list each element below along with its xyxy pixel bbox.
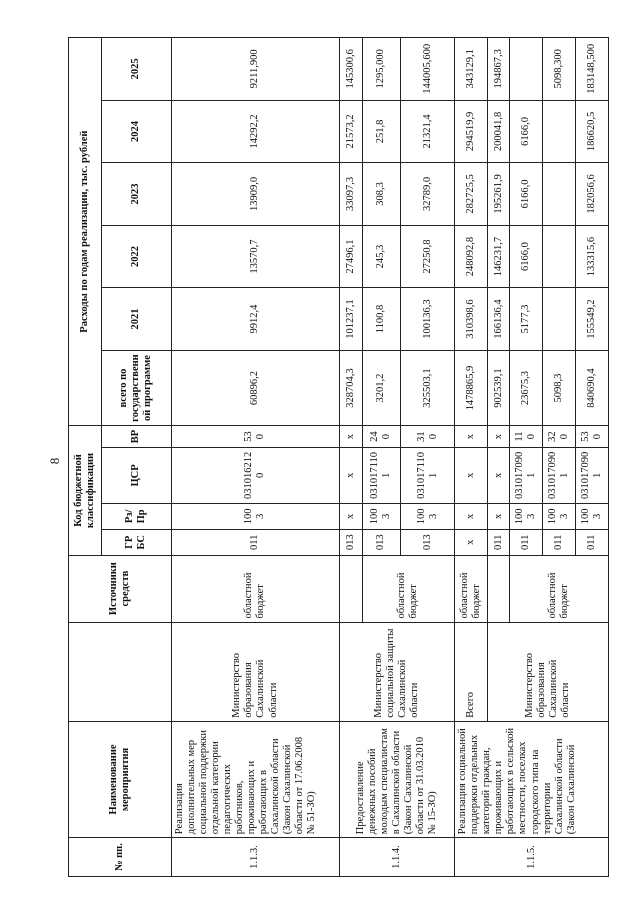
page-number: 8: [47, 457, 62, 465]
cell-2023: 13909,0: [171, 163, 340, 226]
cell-rzpr: 1003: [171, 503, 340, 529]
cell-2024: 294519,9: [455, 100, 488, 163]
cell-rzpr: 1003: [510, 503, 543, 529]
header-num: № пп.: [69, 838, 172, 877]
header-grbs: ГРБС: [101, 529, 171, 555]
cell-vr: 110: [510, 426, 543, 448]
cell-2022: 245,3: [362, 225, 400, 288]
row-source: областной бюджет: [510, 555, 609, 622]
header-executor: [69, 622, 172, 721]
row-name: Реализация социальной поддержки отдельных категорий граждан, проживающих и работающих в сельской местности, поселках городского типа на территории Сахалинской области (Закон Сахалинской: [455, 721, 609, 837]
cell-rzpr: x: [487, 503, 510, 529]
cell-rzpr: 1003: [576, 503, 609, 529]
cell-total: 3201,2: [362, 350, 400, 425]
rotated-table-container: [68, 37, 609, 877]
cell-grbs: 011: [576, 529, 609, 555]
budget-table: [68, 37, 609, 877]
table-row: [340, 38, 363, 877]
cell-2025: 183148,500: [576, 38, 609, 101]
cell-grbs: 013: [340, 529, 363, 555]
header-year-2023: 2023: [101, 163, 171, 226]
cell-2025: 343129,1: [455, 38, 488, 101]
cell-2022: 248092,8: [455, 225, 488, 288]
cell-total: 840690,4: [576, 350, 609, 425]
row-num: 1.1.4.: [340, 838, 455, 877]
cell-2023: [543, 163, 576, 226]
row-executor: Министерство образования Сахалинской области: [171, 622, 340, 721]
header-source: Источники средств: [69, 555, 172, 622]
header-year-2025: 2025: [101, 38, 171, 101]
cell-csr: 0310170901: [576, 447, 609, 503]
row-source: [340, 555, 363, 622]
cell-2025: 145300,6: [340, 38, 363, 101]
cell-vr: 310: [401, 426, 455, 448]
cell-2021: 310398,6: [455, 288, 488, 351]
row-executor: Министерство социальной защиты Сахалинской области: [340, 622, 455, 721]
cell-total: 60896,2: [171, 350, 340, 425]
header-year-2024: 2024: [101, 100, 171, 163]
row-name: Реализация дополнительных мер социальной поддержки отдельной категории педагогических работников, проживающих и работающих в Сахалинской области (Закон Сахалинской области от 17.06.2008 № 51-ЗО): [171, 721, 340, 837]
cell-csr: 0310170901: [543, 447, 576, 503]
cell-vr: x: [487, 426, 510, 448]
header-vr: ВР: [101, 426, 171, 448]
cell-total: 902539,1: [487, 350, 510, 425]
cell-csr: 0310171101: [362, 447, 400, 503]
cell-rzpr: 1003: [362, 503, 400, 529]
cell-grbs: 011: [487, 529, 510, 555]
cell-2025: 1295,000: [362, 38, 400, 101]
cell-total: 325503,1: [401, 350, 455, 425]
row-source: областной бюджет: [362, 555, 454, 622]
cell-grbs: 013: [401, 529, 455, 555]
cell-2023: 308,3: [362, 163, 400, 226]
cell-vr: 240: [362, 426, 400, 448]
cell-2022: [543, 225, 576, 288]
cell-rzpr: 1003: [543, 503, 576, 529]
cell-vr: 530: [576, 426, 609, 448]
table-row: [455, 38, 488, 877]
header-budget-code: Код бюджетной классификации: [69, 426, 102, 555]
cell-2021: 5177,3: [510, 288, 543, 351]
cell-2022: 133315,6: [576, 225, 609, 288]
cell-2025: [510, 38, 543, 101]
cell-2023: 282725,5: [455, 163, 488, 226]
cell-csr: x: [487, 447, 510, 503]
cell-2022: 6166,0: [510, 225, 543, 288]
cell-2024: 14292,2: [171, 100, 340, 163]
cell-2024: 21573,2: [340, 100, 363, 163]
header-rzpr: Рз/Пр: [101, 503, 171, 529]
cell-2023: 195261,9: [487, 163, 510, 226]
header-year-2021: 2021: [101, 288, 171, 351]
cell-total: 328704,3: [340, 350, 363, 425]
cell-2021: 9912,4: [171, 288, 340, 351]
row-name: Предоставление денежных пособий молодым специалистам в Сахалинской области (Закон Сахалинской области от 31.03.2010 № 15-ЗО): [340, 721, 455, 837]
cell-csr: 0310162120: [171, 447, 340, 503]
cell-2021: 155549,2: [576, 288, 609, 351]
cell-2024: 6166,0: [510, 100, 543, 163]
cell-total: 1478865,9: [455, 350, 488, 425]
cell-2024: [543, 100, 576, 163]
cell-2025: 9211,900: [171, 38, 340, 101]
header-name: Наименование мероприятия: [69, 721, 172, 837]
cell-rzpr: 1003: [401, 503, 455, 529]
cell-2025: 5098,300: [543, 38, 576, 101]
cell-csr: x: [340, 447, 363, 503]
cell-csr: 0310171101: [401, 447, 455, 503]
cell-2024: 21321,4: [401, 100, 455, 163]
cell-2021: 166136,4: [487, 288, 510, 351]
cell-2025: 144005,600: [401, 38, 455, 101]
cell-vr: 320: [543, 426, 576, 448]
header-year-2022: 2022: [101, 225, 171, 288]
cell-2022: 27496,1: [340, 225, 363, 288]
cell-rzpr: x: [455, 503, 488, 529]
table-row: [171, 38, 340, 877]
cell-grbs: x: [455, 529, 488, 555]
header-csr: ЦСР: [101, 447, 171, 503]
cell-2023: 33097,3: [340, 163, 363, 226]
cell-2022: 13570,7: [171, 225, 340, 288]
cell-total: 23675,3: [510, 350, 543, 425]
row-source: [487, 555, 510, 622]
cell-rzpr: x: [340, 503, 363, 529]
cell-2021: 1100,8: [362, 288, 400, 351]
cell-2021: [543, 288, 576, 351]
cell-2022: 146231,7: [487, 225, 510, 288]
cell-vr: x: [340, 426, 363, 448]
cell-2023: 182056,6: [576, 163, 609, 226]
cell-2023: 32789,0: [401, 163, 455, 226]
cell-grbs: 011: [171, 529, 340, 555]
cell-grbs: 011: [543, 529, 576, 555]
cell-2024: 186620,5: [576, 100, 609, 163]
cell-2021: 100136,3: [401, 288, 455, 351]
row-num: 1.1.3.: [171, 838, 340, 877]
row-executor: Министерство образования Сахалинской области: [487, 622, 608, 721]
header-row-1: [69, 38, 102, 877]
cell-csr: 0310170901: [510, 447, 543, 503]
cell-vr: x: [455, 426, 488, 448]
cell-2022: 27250,8: [401, 225, 455, 288]
header-total: всего по государственной программе: [101, 350, 171, 425]
header-expenses: Расходы по годам реализации, тыс. рублей: [69, 38, 102, 426]
cell-2024: 251,8: [362, 100, 400, 163]
cell-csr: x: [455, 447, 488, 503]
cell-2021: 101237,1: [340, 288, 363, 351]
cell-total: 5098,3: [543, 350, 576, 425]
cell-2023: 6166,0: [510, 163, 543, 226]
cell-vr: 530: [171, 426, 340, 448]
cell-grbs: 011: [510, 529, 543, 555]
cell-2024: 200041,8: [487, 100, 510, 163]
cell-grbs: 013: [362, 529, 400, 555]
row-total-label: Всего: [455, 622, 488, 721]
row-source: областной бюджет: [455, 555, 488, 622]
row-source: областной бюджет: [171, 555, 340, 622]
row-num: 1.1.5.: [455, 838, 609, 877]
cell-2025: 194867,3: [487, 38, 510, 101]
